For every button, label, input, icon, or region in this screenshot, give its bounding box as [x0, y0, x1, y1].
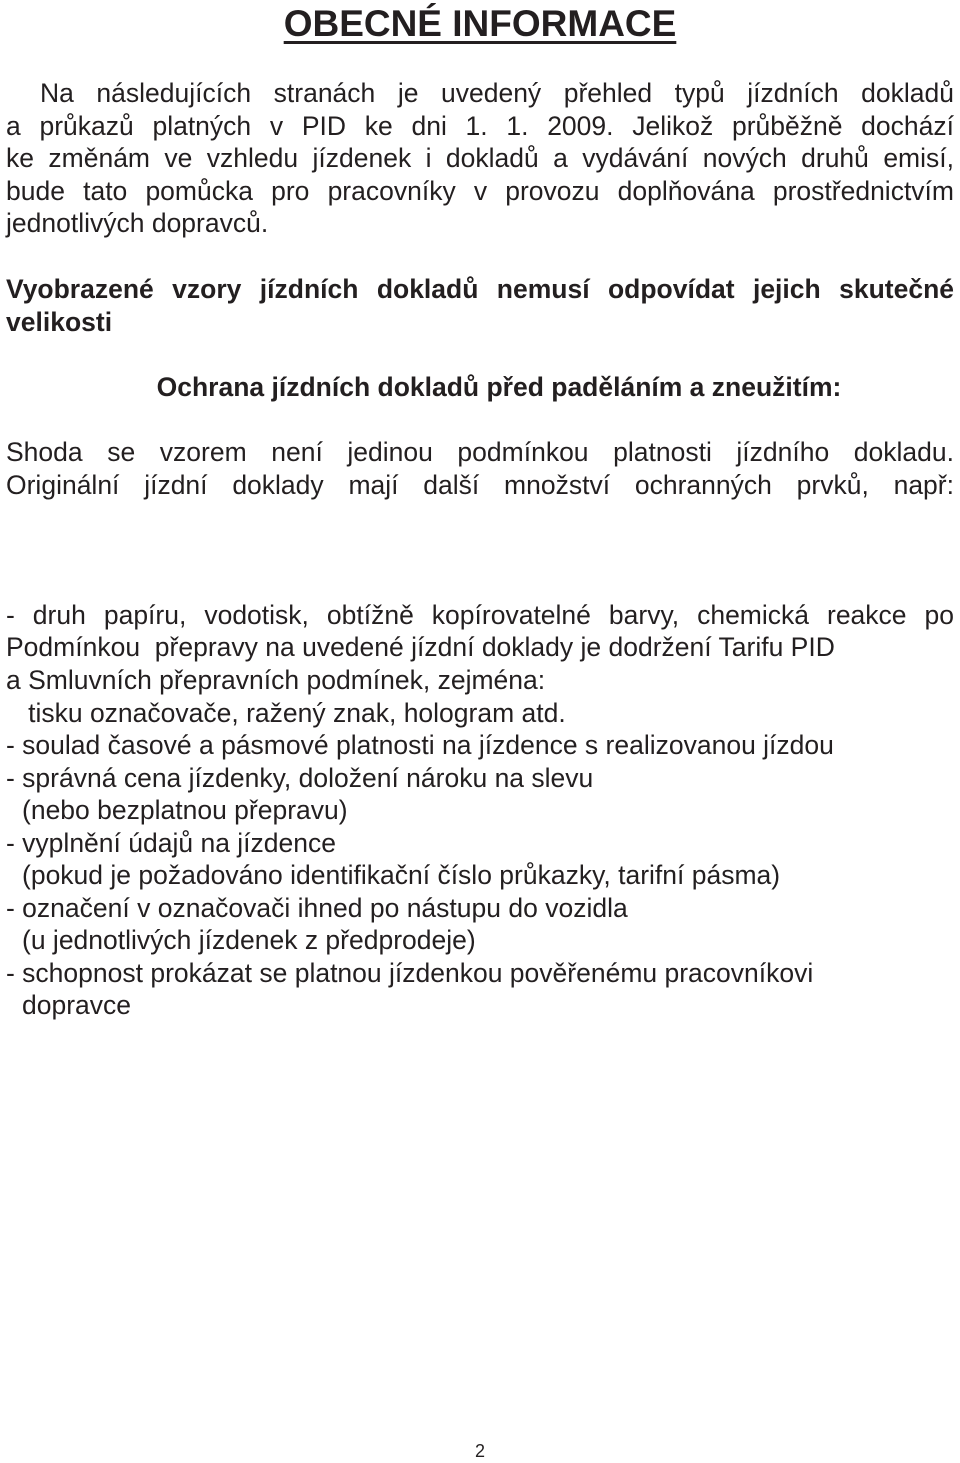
intro-line: bude tato pomůcka pro pracovníky v provozu doplňována prostřednictvím [6, 175, 954, 206]
list-item: - označení v označovači ihned po nástupu do vozidla [6, 892, 628, 923]
list-item: - správná cena jízdenky, doložení nároku na slevu [6, 762, 594, 793]
list-item: - vyplnění údajů na jízdence [6, 827, 336, 858]
list-item-continuation: dopravce [22, 990, 132, 1020]
size-notice [6, 273, 954, 338]
feature-line: - druh papíru, vodotisk, obtížně kopírovatelné barvy, chemická reakce po [6, 600, 954, 630]
protection-line: Shoda se vzorem není jedinou podmínkou platnosti jízdního dokladu. [6, 437, 954, 467]
intro-line: a průkazů platných v PID ke dni 1. 1. 2009. Jelikož průběžně dochází [6, 110, 954, 141]
intro-line: Na následujících stranách je uvedený přehled typů jízdních dokladů [40, 78, 954, 108]
conditions-line: Podmínkou přepravy na uvedené jízdní doklady je dodržení Tarifu PID [6, 632, 835, 662]
list-item-continuation: (u jednotlivých jízdenek z předprodeje) [22, 925, 476, 955]
list-item-continuation: (nebo bezplatnou přepravu) [22, 795, 348, 825]
intro-line: jednotlivých dopravců. [6, 208, 269, 238]
conditions-paragraph [6, 631, 954, 696]
protection-line: Originální jízdní doklady mají další množství ochranných prvků, např: [6, 469, 954, 500]
page-title: OBECNÉ INFORMACE [283, 3, 677, 44]
intro-line: ke změnám ve vzhledu jízdenek i dokladů a vydávání nových druhů emisí, [6, 143, 954, 173]
protection-heading: Ochrana jízdních dokladů před paděláním a zneužitím: [156, 372, 842, 402]
feature-line: tisku označovače, ražený znak, hologram atd. [6, 697, 566, 728]
notice-line: velikosti [6, 306, 113, 337]
notice-line: Vyobrazené vzory jízdních dokladů nemusí odpovídat jejich skutečné [6, 274, 954, 304]
protection-paragraph [6, 436, 954, 501]
list-item-continuation: (pokud je požadováno identifikační číslo průkazky, tarifní pásma) [22, 860, 781, 890]
conditions-list [6, 729, 954, 1022]
conditions-line: a Smluvních přepravních podmínek, zejména: [6, 664, 546, 695]
page-number: 2 [474, 1441, 485, 1461]
list-item: - schopnost prokázat se platnou jízdenkou pověřenému pracovníkovi [6, 957, 814, 988]
intro-paragraph [6, 77, 954, 240]
list-item: - soulad časové a pásmové platnosti na jízdence s realizovanou jízdou [6, 730, 834, 760]
